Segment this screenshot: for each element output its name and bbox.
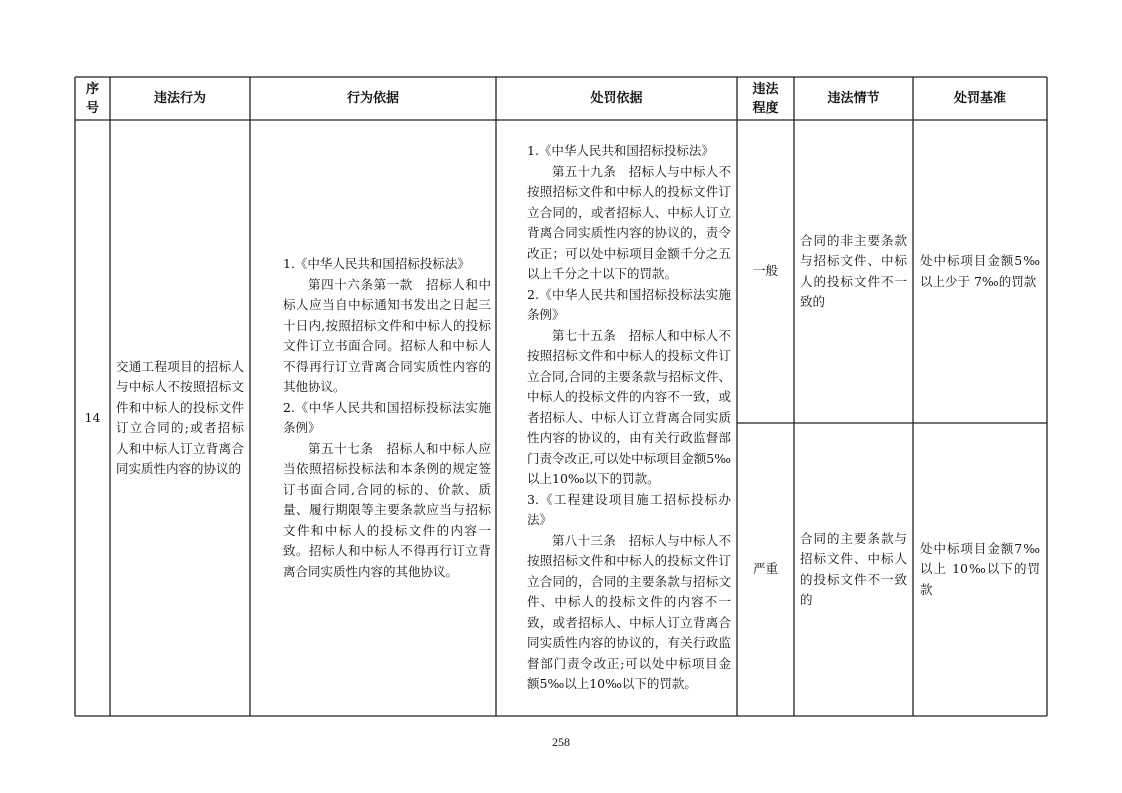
penalty-law-3: 3.《工程建设项目施工招标投标办法》 [527,491,731,528]
basis-cell [250,120,496,716]
header-violation: 违法行为 [153,91,206,106]
header-index: 序 号 [85,81,99,116]
standard-serious: 处中标项目金额7‰以上 10‰以下的罚款 [920,540,1040,597]
header-basis: 行为依据 [346,91,399,106]
basis-law-2: 2.《中华人民共和国招标投标法实施条例》 [283,399,491,435]
degree-general: 一般 [752,263,778,279]
header-circumstance: 违法情节 [827,91,880,106]
basis-clause-2: 第五十七条 招标人和中标人应当依照招标投标法和本条例的规定签订书面合同,合同的标的、价款、质量、履行期限等主要条款应当与招标文件和中标人的投标文件的内容一致。招标人和中标人不得再行订立背离合同实质性内容的其他协议。 [283,440,491,579]
penalty-basis-cell [496,120,737,716]
degree-general-cell [737,120,794,423]
basis-clause-1: 第四十六条第一款 招标人和中标人应当自中标通知书发出之日起三十日内,按照招标文件和中标人的投标文件订立书面合同。招标人和中标人不得再行订立背离合同实质性内容的其他协议。 [283,276,491,394]
page-number: 258 [552,735,570,749]
standard-general: 处中标项目金额5‰以上少于 7‰的罚款 [920,253,1040,289]
header-degree: 违法 程度 [752,81,779,116]
circumstance-general: 合同的非主要条款与招标文件、中标人的投标文件不一致的 [800,232,907,309]
violation-cell [110,120,250,716]
penalty-law-2: 2.《中华人民共和国招标投标法实施条例》 [527,286,731,323]
header-penalty-basis: 处罚依据 [590,91,643,106]
standard-general-cell [913,120,1047,423]
penalty-clause-1: 第五十九条 招标人与中标人不按照招标文件和中标人的投标文件订立合同的，或者招标人、中标人订立背离合同实质性内容的协议的，责令改正；可以处中标项目金额千分之五以上千分之十以下的罚款。 [527,163,731,282]
row-index [75,120,110,716]
penalty-clause-3: 第八十三条 招标人与中标人不按照招标文件和中标人的投标文件订立合同的，合同的主要条款与招标文件、中标人的投标文件的内容不一致，或者招标人、中标人订立背离合同实质性内容的协议的，有关行政监督部门责令改正;可以处中标项目金额5‰以上10‰以下的罚款。 [527,532,731,692]
violation-text: 交通工程项目的招标人与中标人不按照招标文件和中标人的投标文件订立合同的;或者招标人和中标人订立背离合同实质性内容的协议的 [116,358,244,476]
header-standard: 处罚基准 [953,91,1006,106]
penalty-clause-2: 第七十五条 招标人和中标人不按照招标文件和中标人的投标文件订立合同,合同的主要条款与招标文件、中标人的投标文件的内容不一致，或者招标人、中标人订立背离合同实质性内容的协议的，由有关行政监督部门责令改正,可以处中标项目金额5‰以上10‰以下的罚款。 [527,327,731,487]
degree-serious: 严重 [752,561,778,577]
standard-serious-cell [913,423,1047,716]
penalty-law-1: 1.《中华人民共和国招标投标法》 [527,143,714,159]
circumstance-general-cell [794,120,913,423]
row-index-text: 14 [84,409,101,425]
degree-serious-cell [737,423,794,716]
circumstance-serious: 合同的主要条款与招标文件、中标人的投标文件不一致的 [800,530,907,607]
basis-law-1: 1.《中华人民共和国招标投标法》 [283,256,470,271]
circumstance-serious-cell [794,423,913,716]
